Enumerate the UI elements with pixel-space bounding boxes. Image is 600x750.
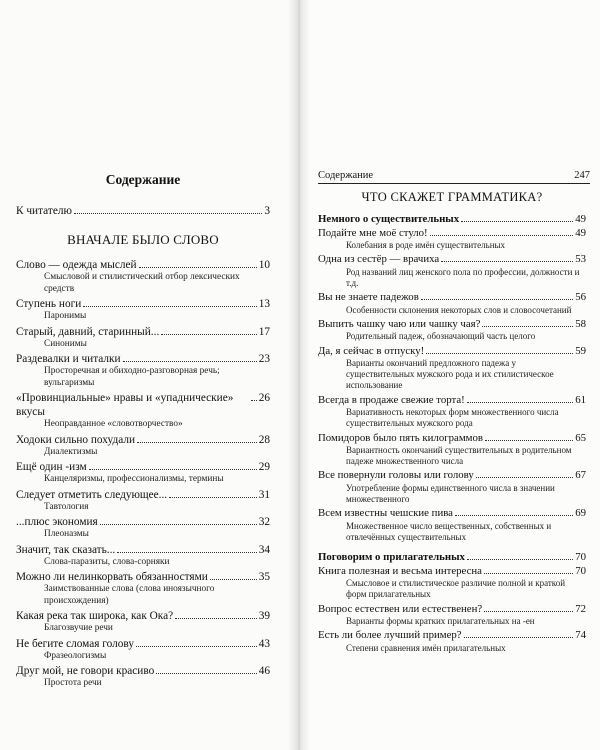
entry-title: Какая река так широка, как Ока? — [16, 610, 174, 622]
entry-line — [318, 394, 586, 408]
entry-subtitle: Канцеляризмы, профессионализмы, термины — [44, 474, 224, 484]
toc-entry[interactable] — [16, 515, 270, 543]
part-heading-adjectives[interactable] — [318, 551, 586, 565]
entry-subtitle: Синонимы — [44, 338, 87, 349]
entry-page: 26 — [258, 392, 270, 404]
entry-page: 65 — [575, 431, 586, 444]
entry-page: 23 — [258, 353, 270, 365]
section-title: ВНАЧАЛЕ БЫЛО СЛОВО — [67, 232, 219, 247]
entry-subtitle: Просторечная и обиходно-разговорная речь; вульгаризмы — [44, 366, 220, 388]
toc-entry[interactable] — [16, 258, 270, 297]
entry-line — [318, 565, 586, 579]
entry-title: Старый, давний, старинный... — [16, 325, 160, 338]
entry-line — [16, 460, 270, 474]
leader-dots — [464, 637, 574, 638]
entry-subtitle: Род названий лиц женского пола по профессии, должности и т.д. — [346, 266, 580, 288]
entry-title: Выпить чашку чаю или чашку чая? — [318, 317, 481, 330]
leader-dots — [137, 442, 257, 443]
entry-line — [16, 258, 270, 272]
toc-entry[interactable] — [318, 345, 586, 394]
leader-dots — [484, 611, 573, 612]
leader-dots — [83, 306, 256, 307]
entry-page: 59 — [575, 344, 586, 357]
part-title: Немного о существительных — [318, 213, 460, 225]
entry-line — [16, 570, 270, 584]
entry-page: 3 — [264, 205, 270, 217]
entry-page: 43 — [258, 637, 270, 650]
entry-line — [16, 352, 270, 366]
entry-title: Подайте мне моё стуло! — [318, 226, 428, 239]
entry-page: 49 — [575, 226, 586, 239]
toc-entry[interactable] — [16, 488, 270, 516]
toc-entry[interactable] — [16, 325, 270, 353]
entry-title: Значит, так сказать... — [16, 543, 116, 556]
entry-line — [318, 318, 586, 332]
toc-entry[interactable] — [318, 603, 586, 630]
entry-page: 29 — [258, 461, 270, 473]
toc-entry[interactable] — [318, 629, 586, 656]
page-number: 247 — [574, 170, 590, 181]
left-entry-list — [16, 258, 270, 692]
leader-dots — [485, 440, 573, 441]
entry-subtitle: Родительный падеж, обозначающий часть целого — [346, 331, 536, 342]
entry-page: 58 — [575, 317, 586, 330]
entry-page: 31 — [258, 488, 270, 501]
entry-page: 35 — [258, 571, 270, 583]
entry-subtitle: Варианты окончаний предложного падежа у существительных мужского рода и их стилистическое использование — [346, 358, 554, 391]
entry-title: Ступень ноги — [16, 298, 82, 310]
entry-subtitle: Особенности склонения некоторых слов и словосочетаний — [346, 304, 572, 315]
entry-title: Все повернули головы или голову — [318, 469, 474, 482]
entry-page: 17 — [258, 325, 270, 338]
entry-title: Не бегите сломая голову — [16, 637, 134, 650]
entry-title: ...плюс экономия — [16, 516, 98, 528]
entry-subtitle: Вариативность некоторых форм множественного числа существительных мужского рода — [346, 407, 559, 429]
leader-dots — [169, 497, 257, 498]
running-head-title: Содержание — [318, 170, 374, 181]
entry-title: Ходоки сильно похудали — [16, 433, 136, 446]
entry-line — [16, 664, 270, 678]
entry-subtitle: Вариантность окончаний существительных в родительном падеже множественного числа — [346, 445, 572, 467]
toc-entry[interactable] — [16, 352, 270, 391]
entry-subtitle: Варианты формы кратких прилагательных на -ен — [346, 616, 535, 627]
entry-title: Слово — одежда мыслей — [16, 259, 137, 271]
entry-title: Да, я сейчас в отпуску! — [318, 344, 425, 357]
entry-title: Всегда в продаже свежие торта! — [318, 393, 465, 406]
toc-entry[interactable] — [16, 664, 270, 692]
entry-title: Помидоров было пять килограммов — [318, 431, 483, 444]
entry-line — [16, 609, 270, 623]
entry-line — [318, 432, 586, 446]
running-head-rule — [318, 183, 590, 184]
entry-line — [318, 629, 586, 643]
entry-subtitle: Плеоназмы — [44, 529, 89, 539]
entry-title: Раздевалки и читалки — [16, 353, 121, 365]
leader-dots — [117, 552, 256, 553]
entry-page: 67 — [575, 469, 586, 482]
leader-dots — [461, 221, 573, 222]
leader-dots — [441, 261, 573, 262]
leader-dots — [89, 469, 257, 470]
toc-entry[interactable] — [318, 507, 586, 545]
entry-page: 28 — [258, 433, 270, 446]
left-toc — [16, 172, 270, 692]
entry-title: К читателю — [16, 205, 72, 217]
toc-entry[interactable] — [16, 570, 270, 609]
adjective-entry-list — [318, 565, 586, 656]
toc-entry[interactable] — [318, 253, 586, 291]
entry-title: Друг мой, не говори красиво — [16, 665, 155, 677]
entry-title: Ещё один -изм — [16, 461, 87, 473]
entry-line — [16, 325, 270, 339]
entry-title: Вы не знаете падежов — [318, 291, 419, 304]
entry-page: 72 — [575, 602, 586, 615]
entry-page: 32 — [258, 516, 270, 528]
entry-subtitle: Фразеологизмы — [44, 650, 107, 661]
toc-entry[interactable] — [16, 609, 270, 637]
entry-subtitle: Степени сравнения имён прилагательных — [346, 642, 506, 653]
leader-dots — [210, 579, 257, 580]
leader-dots — [476, 477, 573, 478]
entry-title: Книга полезная и весьма интересна — [318, 564, 482, 577]
entry-subtitle: Колебания в роде имён существительных — [346, 240, 506, 250]
entry-title: Вопрос естествен или естественен? — [318, 602, 483, 615]
entry-subtitle: Неоправданное «словотворчество» — [44, 419, 183, 429]
entry-subtitle: Смысловой и стилистический отбор лексических средств — [44, 272, 240, 294]
entry-subtitle: Простота речи — [44, 678, 102, 688]
entry-line — [318, 227, 586, 241]
toc-entry[interactable] — [318, 469, 586, 507]
entry-line — [16, 637, 270, 651]
noun-entry-list — [318, 227, 586, 546]
entry-line — [16, 391, 270, 419]
leader-dots — [156, 673, 256, 674]
entry-page: 49 — [575, 213, 586, 225]
leader-dots — [161, 334, 256, 335]
leader-dots — [430, 235, 574, 236]
leader-dots — [251, 400, 257, 401]
entry-line — [318, 507, 586, 521]
entry-page: 61 — [575, 393, 586, 406]
entry-subtitle: Заимствованные слова (слова иноязычного происхождения) — [44, 584, 215, 606]
entry-subtitle: Смысловое и стилистическое различие полной и краткой форм прилагательных — [346, 578, 566, 600]
entry-line — [318, 469, 586, 483]
leader-dots — [484, 573, 573, 574]
leader-dots — [421, 299, 573, 300]
toc-entry[interactable] — [318, 432, 586, 470]
leader-dots — [139, 267, 257, 268]
entry-line — [16, 515, 270, 529]
right-toc — [318, 190, 586, 656]
entry-page: 70 — [575, 564, 586, 577]
entry-line — [318, 345, 586, 359]
section-title: ЧТО СКАЖЕТ ГРАММАТИКА? — [361, 190, 543, 204]
leader-dots — [136, 646, 257, 647]
part-heading-nouns[interactable] — [318, 213, 586, 227]
entry-page: 70 — [575, 551, 586, 564]
toc-entry[interactable] — [16, 543, 270, 571]
toc-title: Содержание — [105, 172, 181, 187]
entry-subtitle: Употребление формы единственного числа в значении множественного — [346, 482, 555, 505]
leader-dots — [482, 326, 573, 327]
entry-page: 34 — [258, 543, 270, 556]
entry-page: 46 — [258, 665, 270, 677]
running-head — [318, 170, 590, 181]
entry-subtitle: Слова-паразиты, слова-сорняки — [44, 556, 170, 567]
entry-line — [318, 603, 586, 617]
entry-page: 74 — [575, 629, 586, 642]
toc-entry[interactable] — [16, 460, 270, 488]
leader-dots — [100, 524, 257, 525]
entry-title: «Провинциальные» нравы и «упаднические» вкусы — [16, 392, 234, 418]
entry-subtitle: Паронимы — [44, 311, 87, 321]
leader-dots — [74, 213, 262, 214]
toc-entry-intro[interactable] — [16, 204, 270, 218]
entry-subtitle: Множественное число вещественных, собственных и отвлечённых существительных — [346, 520, 552, 543]
toc-entry[interactable] — [318, 291, 586, 318]
toc-entry[interactable] — [318, 318, 586, 345]
entry-subtitle: Диалектизмы — [44, 446, 98, 457]
entry-line — [318, 291, 586, 305]
entry-page: 39 — [258, 610, 270, 622]
toc-entry[interactable] — [318, 227, 586, 254]
entry-line — [16, 433, 270, 447]
entry-title: Есть ли более лучший пример? — [318, 629, 462, 642]
entry-page: 56 — [575, 291, 586, 304]
leader-dots — [175, 618, 257, 619]
entry-subtitle: Благозвучие речи — [44, 623, 113, 633]
toc-entry[interactable] — [318, 565, 586, 603]
leader-dots — [123, 361, 257, 362]
toc-entry[interactable] — [16, 433, 270, 461]
entry-page: 13 — [258, 298, 270, 310]
entry-page: 10 — [258, 259, 270, 271]
entry-line — [16, 297, 270, 311]
entry-line — [16, 488, 270, 502]
leader-dots — [426, 353, 573, 354]
entry-line — [16, 543, 270, 557]
entry-title: Всем известны чешские пива — [318, 507, 453, 520]
entry-page: 53 — [575, 253, 586, 266]
toc-entry[interactable] — [16, 391, 270, 433]
book-gutter — [288, 0, 310, 750]
leader-dots — [455, 515, 573, 516]
part-title: Поговорим о прилагательных — [318, 551, 465, 564]
leader-dots — [467, 402, 573, 403]
entry-line — [318, 253, 586, 267]
toc-entry[interactable] — [318, 394, 586, 432]
entry-title: Можно ли нелинкорвать обязанностями — [16, 571, 208, 583]
entry-page: 69 — [575, 507, 586, 520]
entry-title: Следует отметить следующее... — [16, 488, 168, 501]
toc-entry[interactable] — [16, 297, 270, 325]
entry-subtitle: Тавтология — [44, 501, 89, 512]
entry-title: Одна из сестёр — врачиха — [318, 253, 440, 266]
toc-entry[interactable] — [16, 637, 270, 665]
leader-dots — [467, 559, 573, 560]
